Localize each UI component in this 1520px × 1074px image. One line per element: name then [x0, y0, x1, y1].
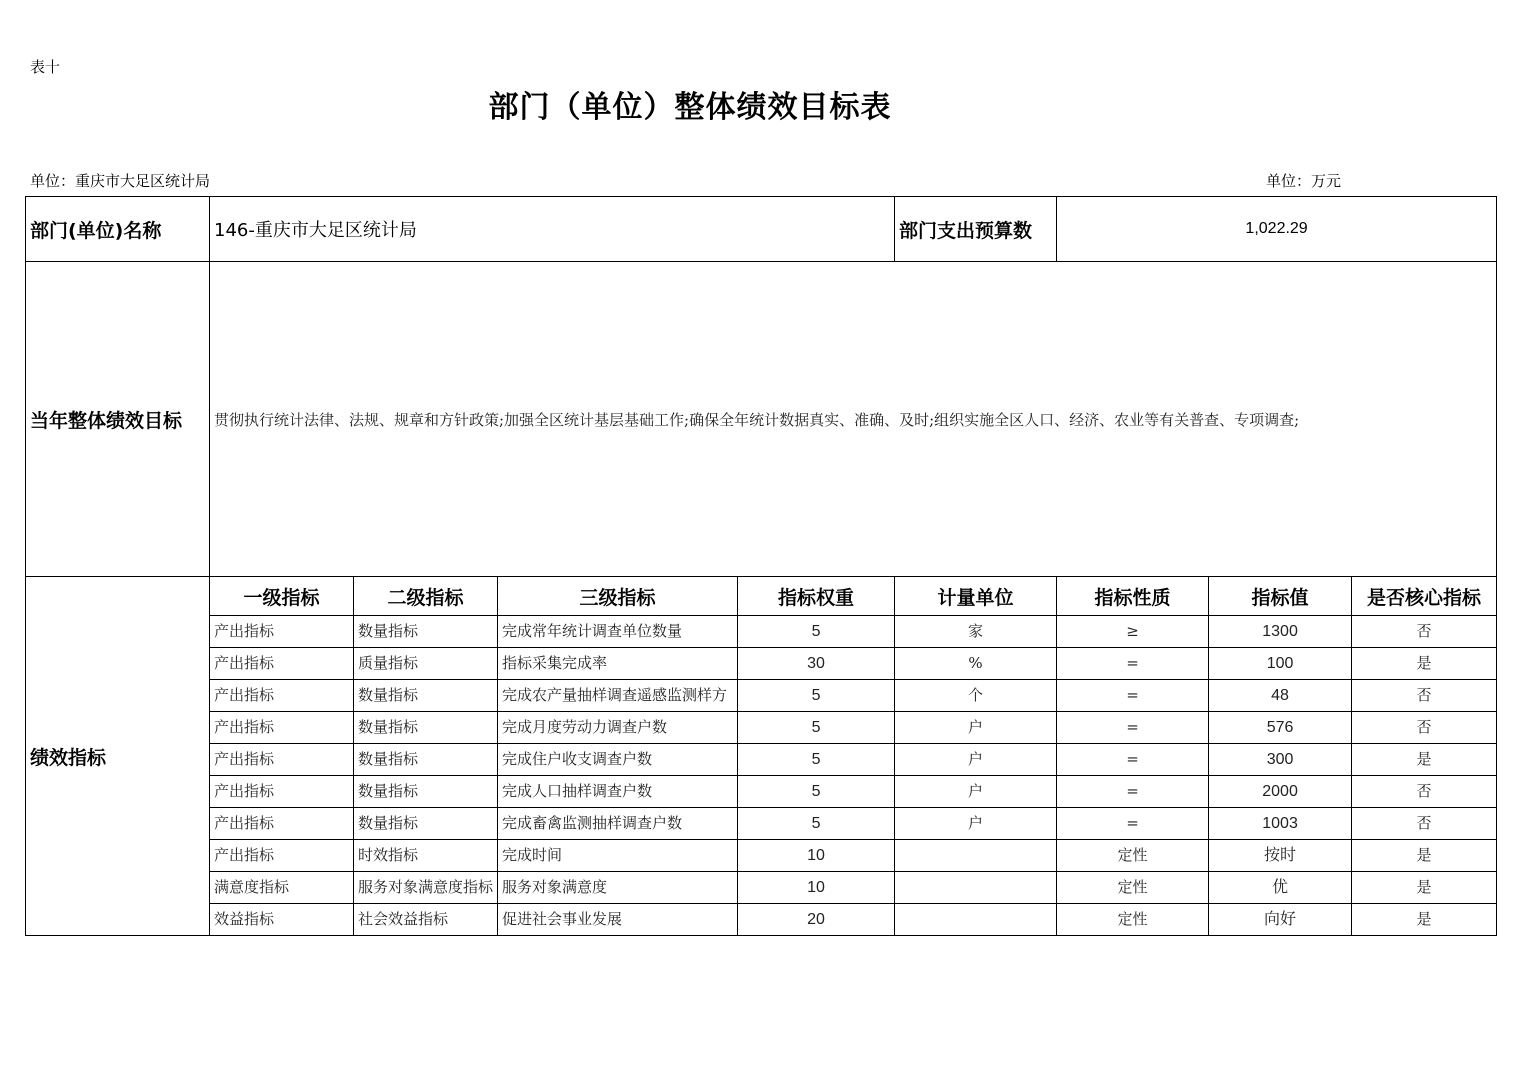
level1-cell: 产出指标	[210, 840, 354, 872]
weight-cell: 30	[738, 648, 895, 680]
core-cell: 否	[1352, 808, 1497, 840]
level2-cell	[354, 776, 498, 808]
level1-cell: 产出指标	[210, 712, 354, 744]
weight-cell: 5	[738, 712, 895, 744]
level2-cell	[354, 744, 498, 776]
value-cell: 2000	[1209, 776, 1352, 808]
col-header-unit: 计量单位	[895, 577, 1057, 616]
level3-cell-text: 完成人口抽样调查户数	[502, 783, 653, 800]
level2-cell	[354, 680, 498, 712]
indicator-header-row	[26, 577, 1497, 616]
indicator-row	[26, 616, 1497, 648]
core-cell: 是	[1352, 648, 1497, 680]
nature-cell: 定性	[1057, 840, 1209, 872]
unit-cell	[895, 872, 1057, 904]
goal-label: 当年整体绩效目标	[26, 262, 210, 577]
level2-cell	[354, 904, 498, 936]
unit-cell	[895, 904, 1057, 936]
col-header-l1: 一级指标	[210, 577, 354, 616]
dept-info-row	[26, 197, 1497, 262]
level2-cell-text: 质量指标	[358, 655, 419, 672]
value-cell: 1300	[1209, 616, 1352, 648]
unit-cell: 户	[895, 776, 1057, 808]
level3-cell-text: 完成农产量抽样调查遥感监测样方	[502, 687, 728, 704]
value-cell: 100	[1209, 648, 1352, 680]
weight-cell: 5	[738, 680, 895, 712]
core-cell: 否	[1352, 776, 1497, 808]
level3-cell	[498, 648, 738, 680]
nature-cell: 定性	[1057, 904, 1209, 936]
value-cell: 300	[1209, 744, 1352, 776]
indicator-row	[26, 712, 1497, 744]
indicator-row	[26, 744, 1497, 776]
dept-name-label: 部门(单位)名称	[26, 197, 210, 262]
value-cell: 按时	[1209, 840, 1352, 872]
level2-cell-text: 数量指标	[358, 815, 419, 832]
level3-cell	[498, 712, 738, 744]
indicator-row	[26, 904, 1497, 936]
core-cell: 是	[1352, 744, 1497, 776]
col-header-nature: 指标性质	[1057, 577, 1209, 616]
level3-cell	[498, 808, 738, 840]
level1-cell: 产出指标	[210, 680, 354, 712]
weight-cell: 5	[738, 808, 895, 840]
nature-cell: =	[1057, 680, 1209, 712]
currency-unit: 单位：万元	[1266, 172, 1342, 190]
budget-label: 部门支出预算数	[895, 197, 1057, 262]
core-cell: 否	[1352, 616, 1497, 648]
level3-cell	[498, 744, 738, 776]
table-label: 表十	[30, 58, 61, 76]
level1-cell: 产出指标	[210, 648, 354, 680]
weight-cell: 20	[738, 904, 895, 936]
unit-cell: 个	[895, 680, 1057, 712]
level2-cell-text: 数量指标	[358, 719, 419, 736]
nature-cell: =	[1057, 712, 1209, 744]
level3-cell-text: 完成畜禽监测抽样调查户数	[502, 815, 683, 832]
dept-name-value: 146-重庆市大足区统计局	[210, 197, 895, 262]
indicator-row	[26, 808, 1497, 840]
goal-row	[26, 262, 1497, 577]
core-cell: 是	[1352, 904, 1497, 936]
level3-cell-text: 促进社会事业发展	[502, 911, 623, 928]
core-cell: 否	[1352, 712, 1497, 744]
level2-cell-text: 社会效益指标	[358, 911, 449, 928]
level1-cell: 产出指标	[210, 744, 354, 776]
level3-cell-text: 完成月度劳动力调查户数	[502, 719, 668, 736]
indicator-row	[26, 840, 1497, 872]
level2-cell-text: 数量指标	[358, 783, 419, 800]
budget-value: 1,022.29	[1057, 197, 1497, 262]
weight-cell: 5	[738, 616, 895, 648]
unit-cell: 户	[895, 808, 1057, 840]
level3-cell-text: 完成常年统计调查单位数量	[502, 623, 683, 640]
col-header-l2: 二级指标	[354, 577, 498, 616]
indicator-row	[26, 680, 1497, 712]
unit-cell: 户	[895, 744, 1057, 776]
level2-cell-text: 数量指标	[358, 623, 419, 640]
level3-cell	[498, 872, 738, 904]
indicator-row	[26, 872, 1497, 904]
level3-cell	[498, 840, 738, 872]
level1-cell: 满意度指标	[210, 872, 354, 904]
nature-cell: ≥	[1057, 616, 1209, 648]
weight-cell: 5	[738, 776, 895, 808]
level2-cell	[354, 712, 498, 744]
level3-cell-text: 完成时间	[502, 847, 563, 864]
weight-cell: 10	[738, 840, 895, 872]
level3-cell	[498, 616, 738, 648]
weight-cell: 10	[738, 872, 895, 904]
col-header-value: 指标值	[1209, 577, 1352, 616]
level3-cell	[498, 904, 738, 936]
value-cell: 1003	[1209, 808, 1352, 840]
level1-cell: 产出指标	[210, 776, 354, 808]
value-cell: 向好	[1209, 904, 1352, 936]
nature-cell: =	[1057, 808, 1209, 840]
level3-cell-text: 完成住户收支调查户数	[502, 751, 653, 768]
nature-cell: 定性	[1057, 872, 1209, 904]
level2-cell	[354, 616, 498, 648]
core-cell: 是	[1352, 872, 1497, 904]
level1-cell: 产出指标	[210, 808, 354, 840]
level3-cell-text: 指标采集完成率	[502, 655, 608, 672]
indicator-row	[26, 776, 1497, 808]
col-header-weight: 指标权重	[738, 577, 895, 616]
unit-cell: %	[895, 648, 1057, 680]
level2-cell	[354, 648, 498, 680]
unit-cell: 户	[895, 712, 1057, 744]
nature-cell: =	[1057, 744, 1209, 776]
value-cell: 576	[1209, 712, 1352, 744]
value-cell: 优	[1209, 872, 1352, 904]
level3-cell	[498, 776, 738, 808]
level3-cell	[498, 680, 738, 712]
level2-cell	[354, 840, 498, 872]
level2-cell	[354, 872, 498, 904]
value-cell: 48	[1209, 680, 1352, 712]
reporting-unit: 单位：重庆市大足区统计局	[30, 172, 211, 190]
level2-cell	[354, 808, 498, 840]
unit-cell: 家	[895, 616, 1057, 648]
goal-text: 贯彻执行统计法律、法规、规章和方针政策;加强全区统计基层基础工作;确保全年统计数据真实、准确、及时;组织实施全区人口、经济、农业等有关普查、专项调查;	[210, 262, 1497, 577]
performance-target-table	[25, 196, 1497, 936]
indicator-body	[26, 577, 1497, 936]
col-header-core: 是否核心指标	[1352, 577, 1497, 616]
col-header-l3: 三级指标	[498, 577, 738, 616]
core-cell: 是	[1352, 840, 1497, 872]
page-title: 部门（单位）整体绩效目标表	[488, 90, 892, 125]
unit-cell	[895, 840, 1057, 872]
indicator-row	[26, 648, 1497, 680]
indicator-section-label: 绩效指标	[26, 577, 210, 936]
core-cell: 否	[1352, 680, 1497, 712]
level1-cell: 产出指标	[210, 616, 354, 648]
level1-cell: 效益指标	[210, 904, 354, 936]
level3-cell-text: 服务对象满意度	[502, 879, 608, 896]
level2-cell-text: 数量指标	[358, 751, 419, 768]
weight-cell: 5	[738, 744, 895, 776]
level2-cell-text: 服务对象满意度指标	[358, 879, 493, 896]
nature-cell: =	[1057, 648, 1209, 680]
level2-cell-text: 时效指标	[358, 847, 419, 864]
level2-cell-text: 数量指标	[358, 687, 419, 704]
nature-cell: =	[1057, 776, 1209, 808]
